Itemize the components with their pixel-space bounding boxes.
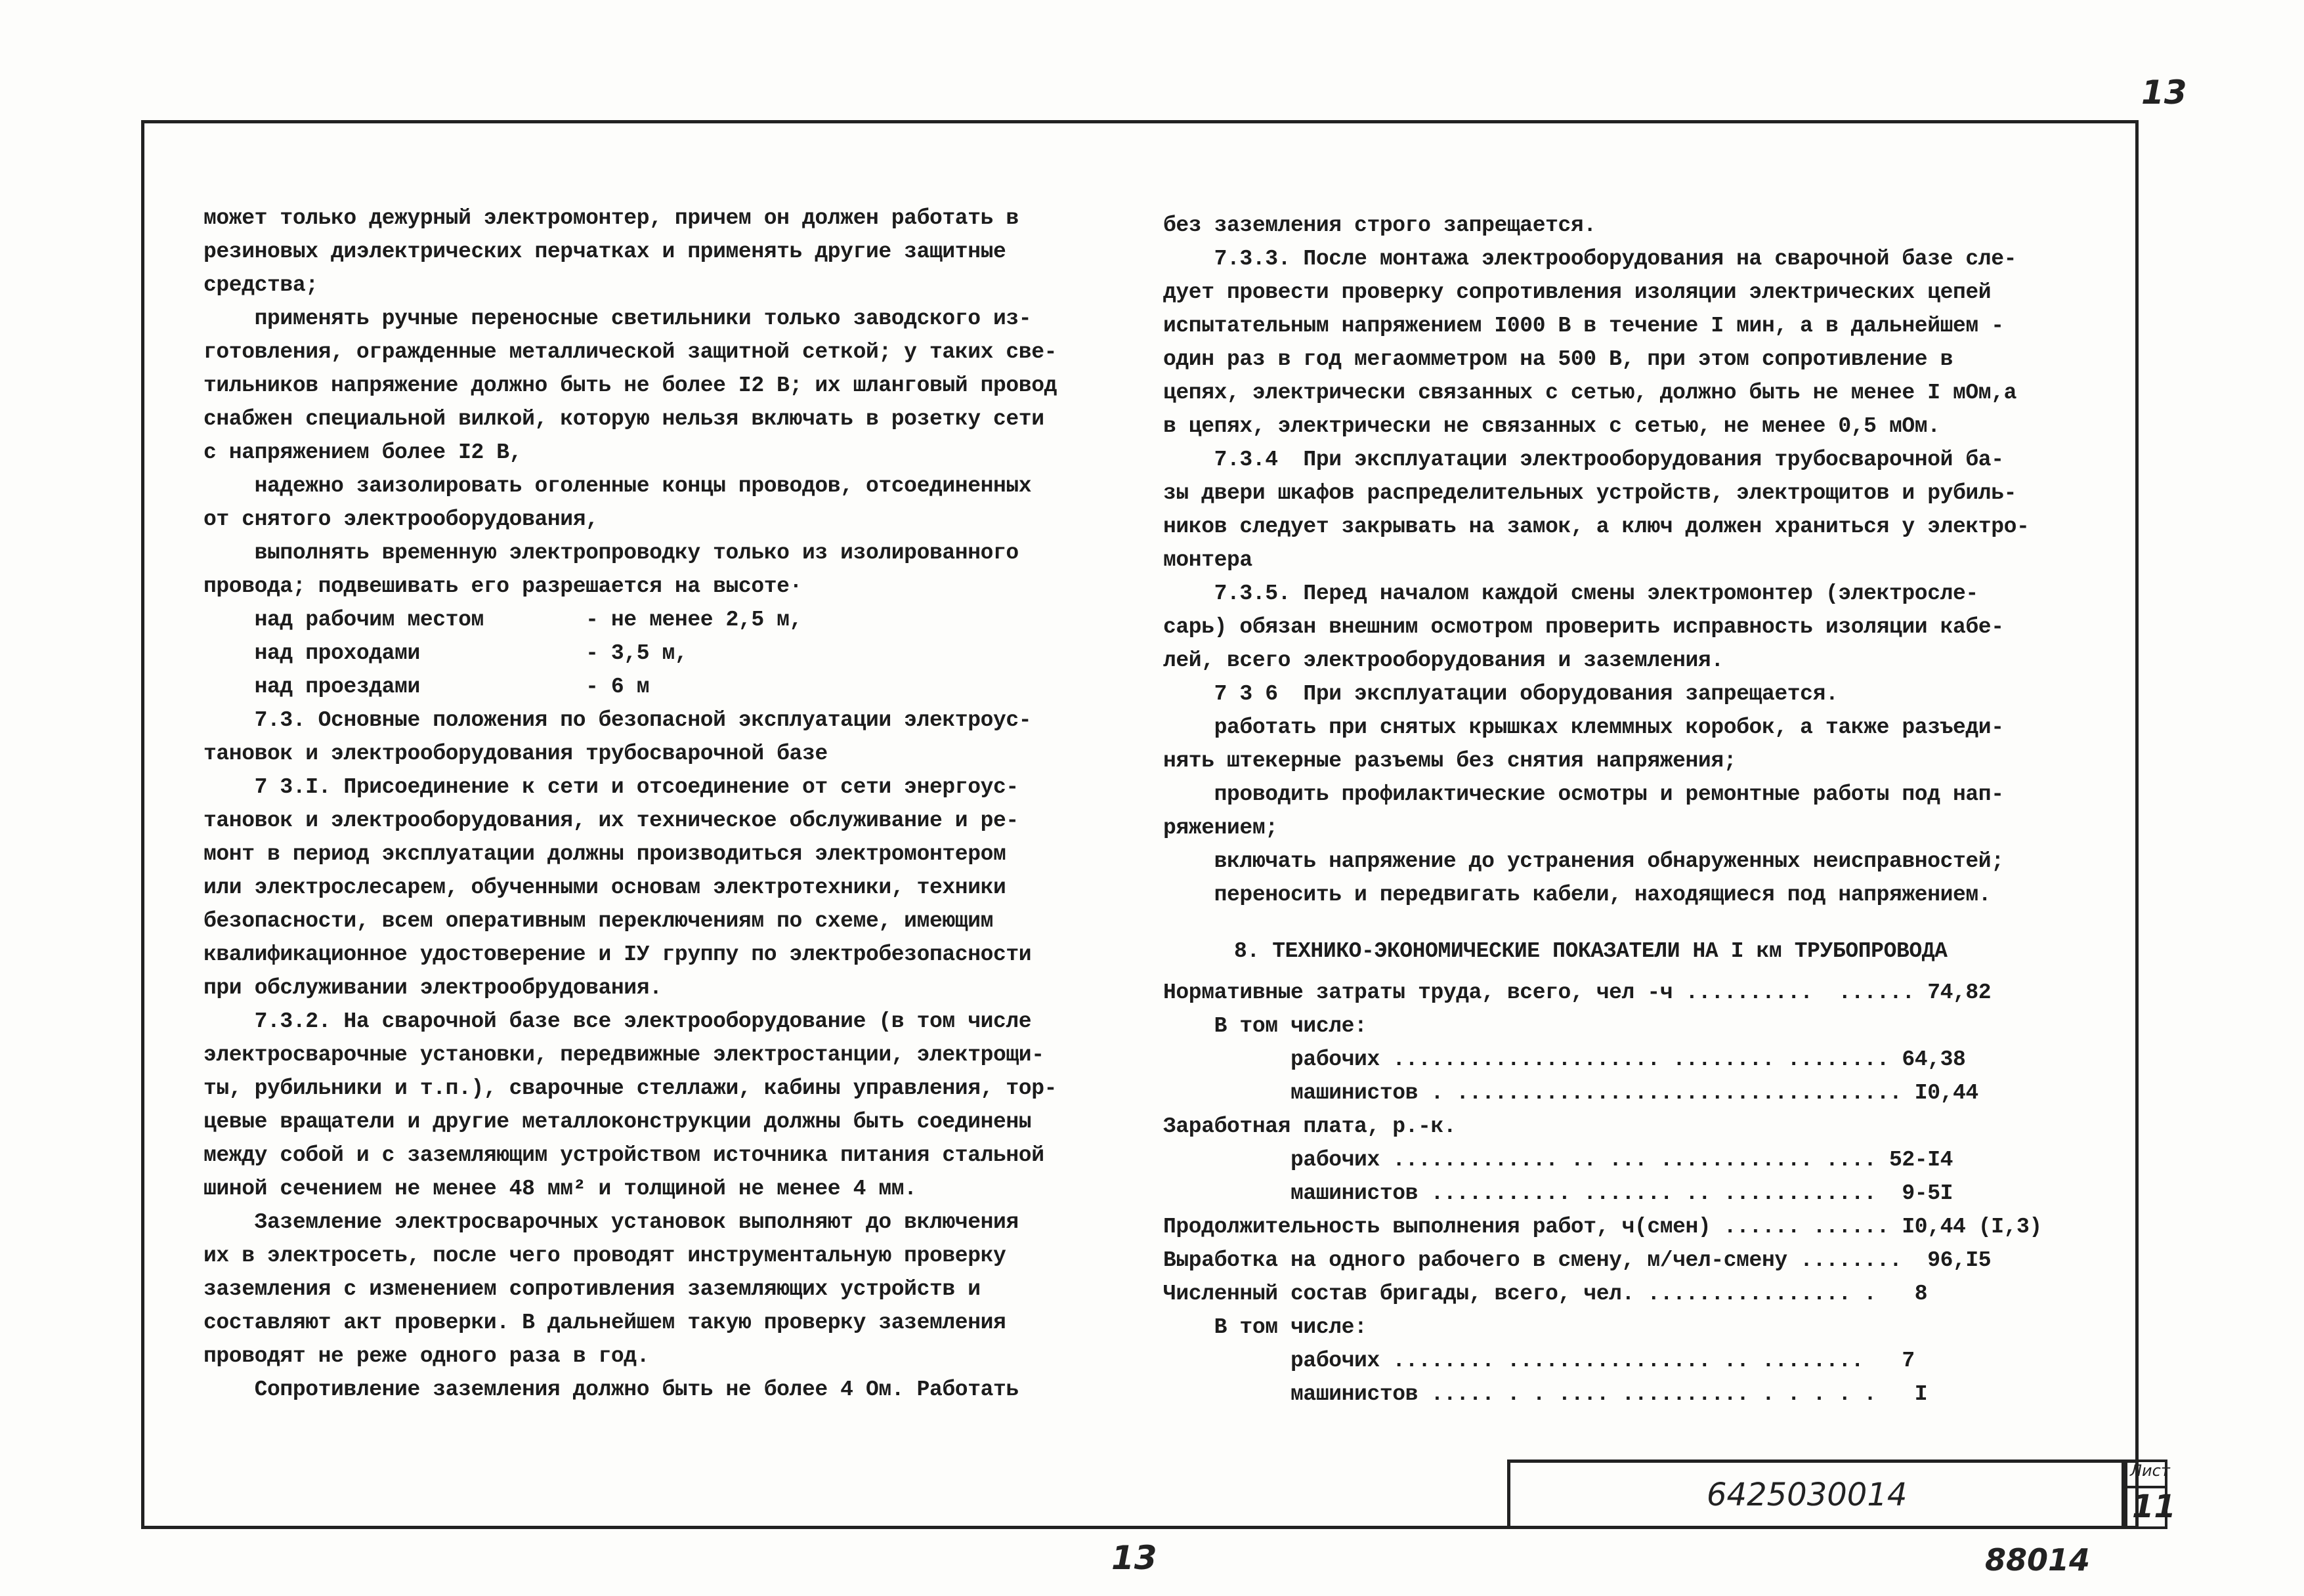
text-line: готовления, огражденные металлической защитной сеткой; у таких све- <box>203 340 1057 364</box>
text-line: в цепях, электрически не связанных с сетью, не менее 0,5 мОм. <box>1163 414 1940 438</box>
text-line: может только дежурный электромонтер, причем он должен работать в <box>203 206 1019 230</box>
text-line: 7.3.5. Перед началом каждой смены электромонтер (электросле- <box>1163 581 1978 606</box>
text-line: Сопротивление заземления должно быть не более 4 Ом. Работать <box>203 1377 1019 1402</box>
text-line: составляют акт проверки. В дальнейшем такую проверку заземления <box>203 1311 1006 1335</box>
text-line: между собой и с заземляющим устройством источника питания стальной <box>203 1143 1044 1167</box>
text-line: монт в период эксплуатации должны производиться электромонтером <box>203 842 1006 866</box>
text-line: тильников напряжение должно быть не более I2 В; их шланговый провод <box>203 373 1057 398</box>
text-line: над рабочим местом - не менее 2,5 м, <box>203 608 802 632</box>
text-line: от снятого электрооборудования, <box>203 507 599 532</box>
text-line: нять штекерные разъемы без снятия напряжения; <box>1163 749 1737 773</box>
text-line: 7 3.I. Присоединение к сети и отсоединение от сети энергоус- <box>203 775 1019 799</box>
indicator-row: Заработная плата, р.-к. <box>1163 1114 1457 1139</box>
text-line: их в электросеть, после чего проводят инструментальную проверку <box>203 1244 1006 1268</box>
text-line: дует провести проверку сопротивления изоляции электрических цепей <box>1163 280 1992 304</box>
text-line: тановок и электрооборудования трубосварочной базе <box>203 742 828 766</box>
indicator-row: Нормативные затраты труда, всего, чел -ч .......... ...... 74,82 <box>1163 980 1992 1005</box>
text-line: снабжен специальной вилкой, которую нельзя включать в розетку сети <box>203 407 1044 431</box>
text-line: заземления с изменением сопротивления заземляющих устройств и <box>203 1277 981 1301</box>
text-line: ты, рубильники и т.п.), сварочные стеллажи, кабины управления, тор- <box>203 1076 1057 1101</box>
text-line: зы двери шкафов распределительных устройств, электрощитов и рубиль- <box>1163 481 2017 505</box>
indicator-row: машинистов ..... . . .... .......... . . . . . I <box>1163 1382 1928 1406</box>
indicator-row: Численный состав бригады, всего, чел. ................ . 8 <box>1163 1282 1928 1306</box>
text-line: над проездами - 6 м <box>203 675 650 699</box>
text-line: безопасности, всем оперативным переключениям по схеме, имеющим <box>203 909 994 933</box>
document-code: 6425030014 <box>1707 1477 1908 1513</box>
text-line: 7.3. Основные положения по безопасной эксплуатации электроус- <box>203 708 1032 732</box>
indicator-row: Продолжительность выполнения работ, ч(смен) ...... ...... I0,44 (I,3) <box>1163 1215 2042 1239</box>
text-line: Заземление электросварочных установок выполняют до включения <box>203 1210 1019 1234</box>
text-line: над проходами - 3,5 м, <box>203 641 688 665</box>
bottom-right-code: 88014 <box>1985 1542 2091 1578</box>
text-line: квалификационное удостоверение и IУ группу по электробезопасности <box>203 942 1032 967</box>
text-line: при обслуживании электрообрудования. <box>203 976 662 1000</box>
text-line: тановок и электрооборудования, их техническое обслуживание и ре- <box>203 808 1019 833</box>
text-line: провода; подвешивать его разрешается на высоте· <box>203 574 802 598</box>
text-line: работать при снятых крышках клеммных коробок, а также разъеди- <box>1163 715 2004 740</box>
text-line: 7.3.4 При эксплуатации электрооборудования трубосварочной ба- <box>1163 448 2004 472</box>
text-line: переносить и передвигать кабели, находящиеся под напряжением. <box>1163 883 1992 907</box>
section8-heading: 8. ТЕХНИКО-ЭКОНОМИЧЕСКИЕ ПОКАЗАТЕЛИ НА I км ТРУБОПРОВОДА <box>1234 939 1948 963</box>
indicator-row: рабочих ............. .. ... ............ .... 52-I4 <box>1163 1148 1953 1172</box>
indicator-row: машинистов ........... ....... .. ............ 9-5I <box>1163 1181 1953 1206</box>
top-page-number: 13 <box>2141 74 2187 112</box>
indicator-row: В том числе: <box>1163 1315 1367 1339</box>
text-line: ряжением; <box>1163 816 1278 840</box>
indicator-row: рабочих ........ ................ .. ........ 7 <box>1163 1349 1915 1373</box>
text-line: шиной сечением не менее 48 мм² и толщиной не менее 4 мм. <box>203 1177 917 1201</box>
text-line: проводят не реже одного раза в год. <box>203 1344 650 1368</box>
right-column-text <box>1163 209 2029 912</box>
sheet-number: 11 <box>2132 1488 2176 1525</box>
text-line: испытательным напряжением I000 В в течение I мин, а в дальнейшем - <box>1163 314 2004 338</box>
text-line: цевые вращатели и другие металлоконструкции должны быть соединены <box>203 1110 1032 1134</box>
text-line: средства; <box>203 273 318 297</box>
indicator-row: В том числе: <box>1163 1014 1367 1038</box>
indicator-row: Выработка на одного рабочего в смену, м/чел-смену ........ 96,I5 <box>1163 1248 1992 1272</box>
text-line: лей, всего электрооборудования и заземления. <box>1163 648 1724 673</box>
text-line: без заземления строго запрещается. <box>1163 213 1596 238</box>
text-line: электросварочные установки, передвижные электростанции, электрощи- <box>203 1043 1044 1067</box>
sheet-label: Лист <box>2130 1461 2170 1480</box>
text-line: резиновых диэлектрических перчатках и применять другие защитные <box>203 240 1006 264</box>
text-line: 7.3.3. После монтажа электрооборудования на сварочной базе сле- <box>1163 247 2017 271</box>
text-line: надежно заизолировать оголенные концы проводов, отсоединенных <box>203 474 1032 498</box>
text-line: монтера <box>1163 548 1252 572</box>
left-column-text <box>203 201 1057 1406</box>
text-line: 7 3 6 При эксплуатации оборудования запрещается. <box>1163 682 1839 706</box>
text-line: сарь) обязан внешним осмотром проверить исправность изоляции кабе- <box>1163 615 2004 639</box>
text-line: выполнять временную электропроводку только из изолированного <box>203 541 1019 565</box>
text-line: или электрослесарем, обученными основам электротехники, техники <box>203 875 1006 900</box>
text-line: ников следует закрывать на замок, а ключ должен храниться у электро- <box>1163 514 2030 539</box>
text-line: включать напряжение до устранения обнаруженных неисправностей; <box>1163 849 2004 873</box>
text-line: с напряжением более I2 В, <box>203 440 523 465</box>
section8-indicators <box>1163 976 2042 1411</box>
text-line: проводить профилактические осмотры и ремонтные работы под нап- <box>1163 782 2004 807</box>
indicator-row: машинистов . ................................... I0,44 <box>1163 1081 1978 1105</box>
indicator-row: рабочих ..................... ........ ........ 64,38 <box>1163 1047 1966 1072</box>
bottom-page-number: 13 <box>1111 1539 1157 1577</box>
text-line: цепях, электрически связанных с сетью, должно быть не менее I мОм,а <box>1163 381 2017 405</box>
text-line: один раз в год мегаомметром на 500 В, при этом сопротивление в <box>1163 347 1953 371</box>
text-line: 7.3.2. На сварочной базе все электрооборудование (в том числе <box>203 1009 1032 1034</box>
text-line: применять ручные переносные светильники только заводского из- <box>203 306 1032 331</box>
